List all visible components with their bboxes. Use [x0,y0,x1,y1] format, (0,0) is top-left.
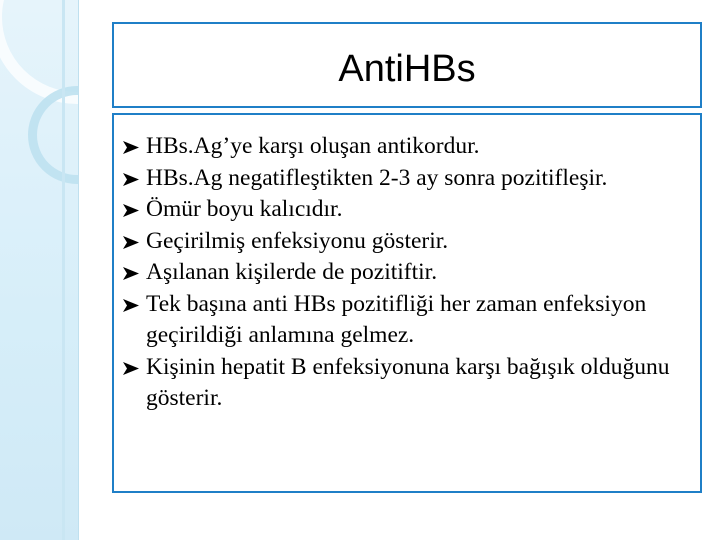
bullet-text: HBs.Ag’ye karşı oluşan antikordur. [146,133,480,159]
arrowhead-bullet-icon [122,235,140,250]
bullet-item [122,131,692,163]
bullet-text: Tek başına anti HBs pozitifliği her zaman enfeksiyon geçirildiği anlamına gelmez. [146,290,647,348]
decorative-stripe [62,0,65,540]
bullet-item [122,163,692,195]
bullet-list [114,115,700,415]
decorative-ring-small [28,86,79,184]
bullet-text: Kişinin hepatit B enfeksiyonuna karşı bağışık olduğunu gösterir. [146,353,670,411]
arrowhead-bullet-icon [122,172,140,187]
slide-title: AntiHBs [338,47,476,90]
content-placeholder [112,113,702,493]
arrowhead-bullet-icon [122,266,140,281]
bullet-item [122,194,692,226]
arrowhead-bullet-icon [122,298,140,313]
bullet-item [122,257,692,289]
bullet-item [122,352,692,415]
bullet-text: Geçirilmiş enfeksiyonu gösterir. [146,227,449,254]
bullet-item [122,226,692,258]
title-placeholder [112,22,702,108]
bullet-text: Ömür boyu kalıcıdır. [146,196,343,222]
arrowhead-bullet-icon [122,361,140,376]
arrowhead-bullet-icon [122,140,140,155]
arrowhead-bullet-icon [122,203,140,218]
decorative-side-band [0,0,79,540]
bullet-text: HBs.Ag negatifleştikten 2-3 ay sonra pozitifleşir. [146,164,608,191]
bullet-text: Aşılanan kişilerde de pozitiftir. [146,259,438,285]
bullet-item [122,289,692,352]
